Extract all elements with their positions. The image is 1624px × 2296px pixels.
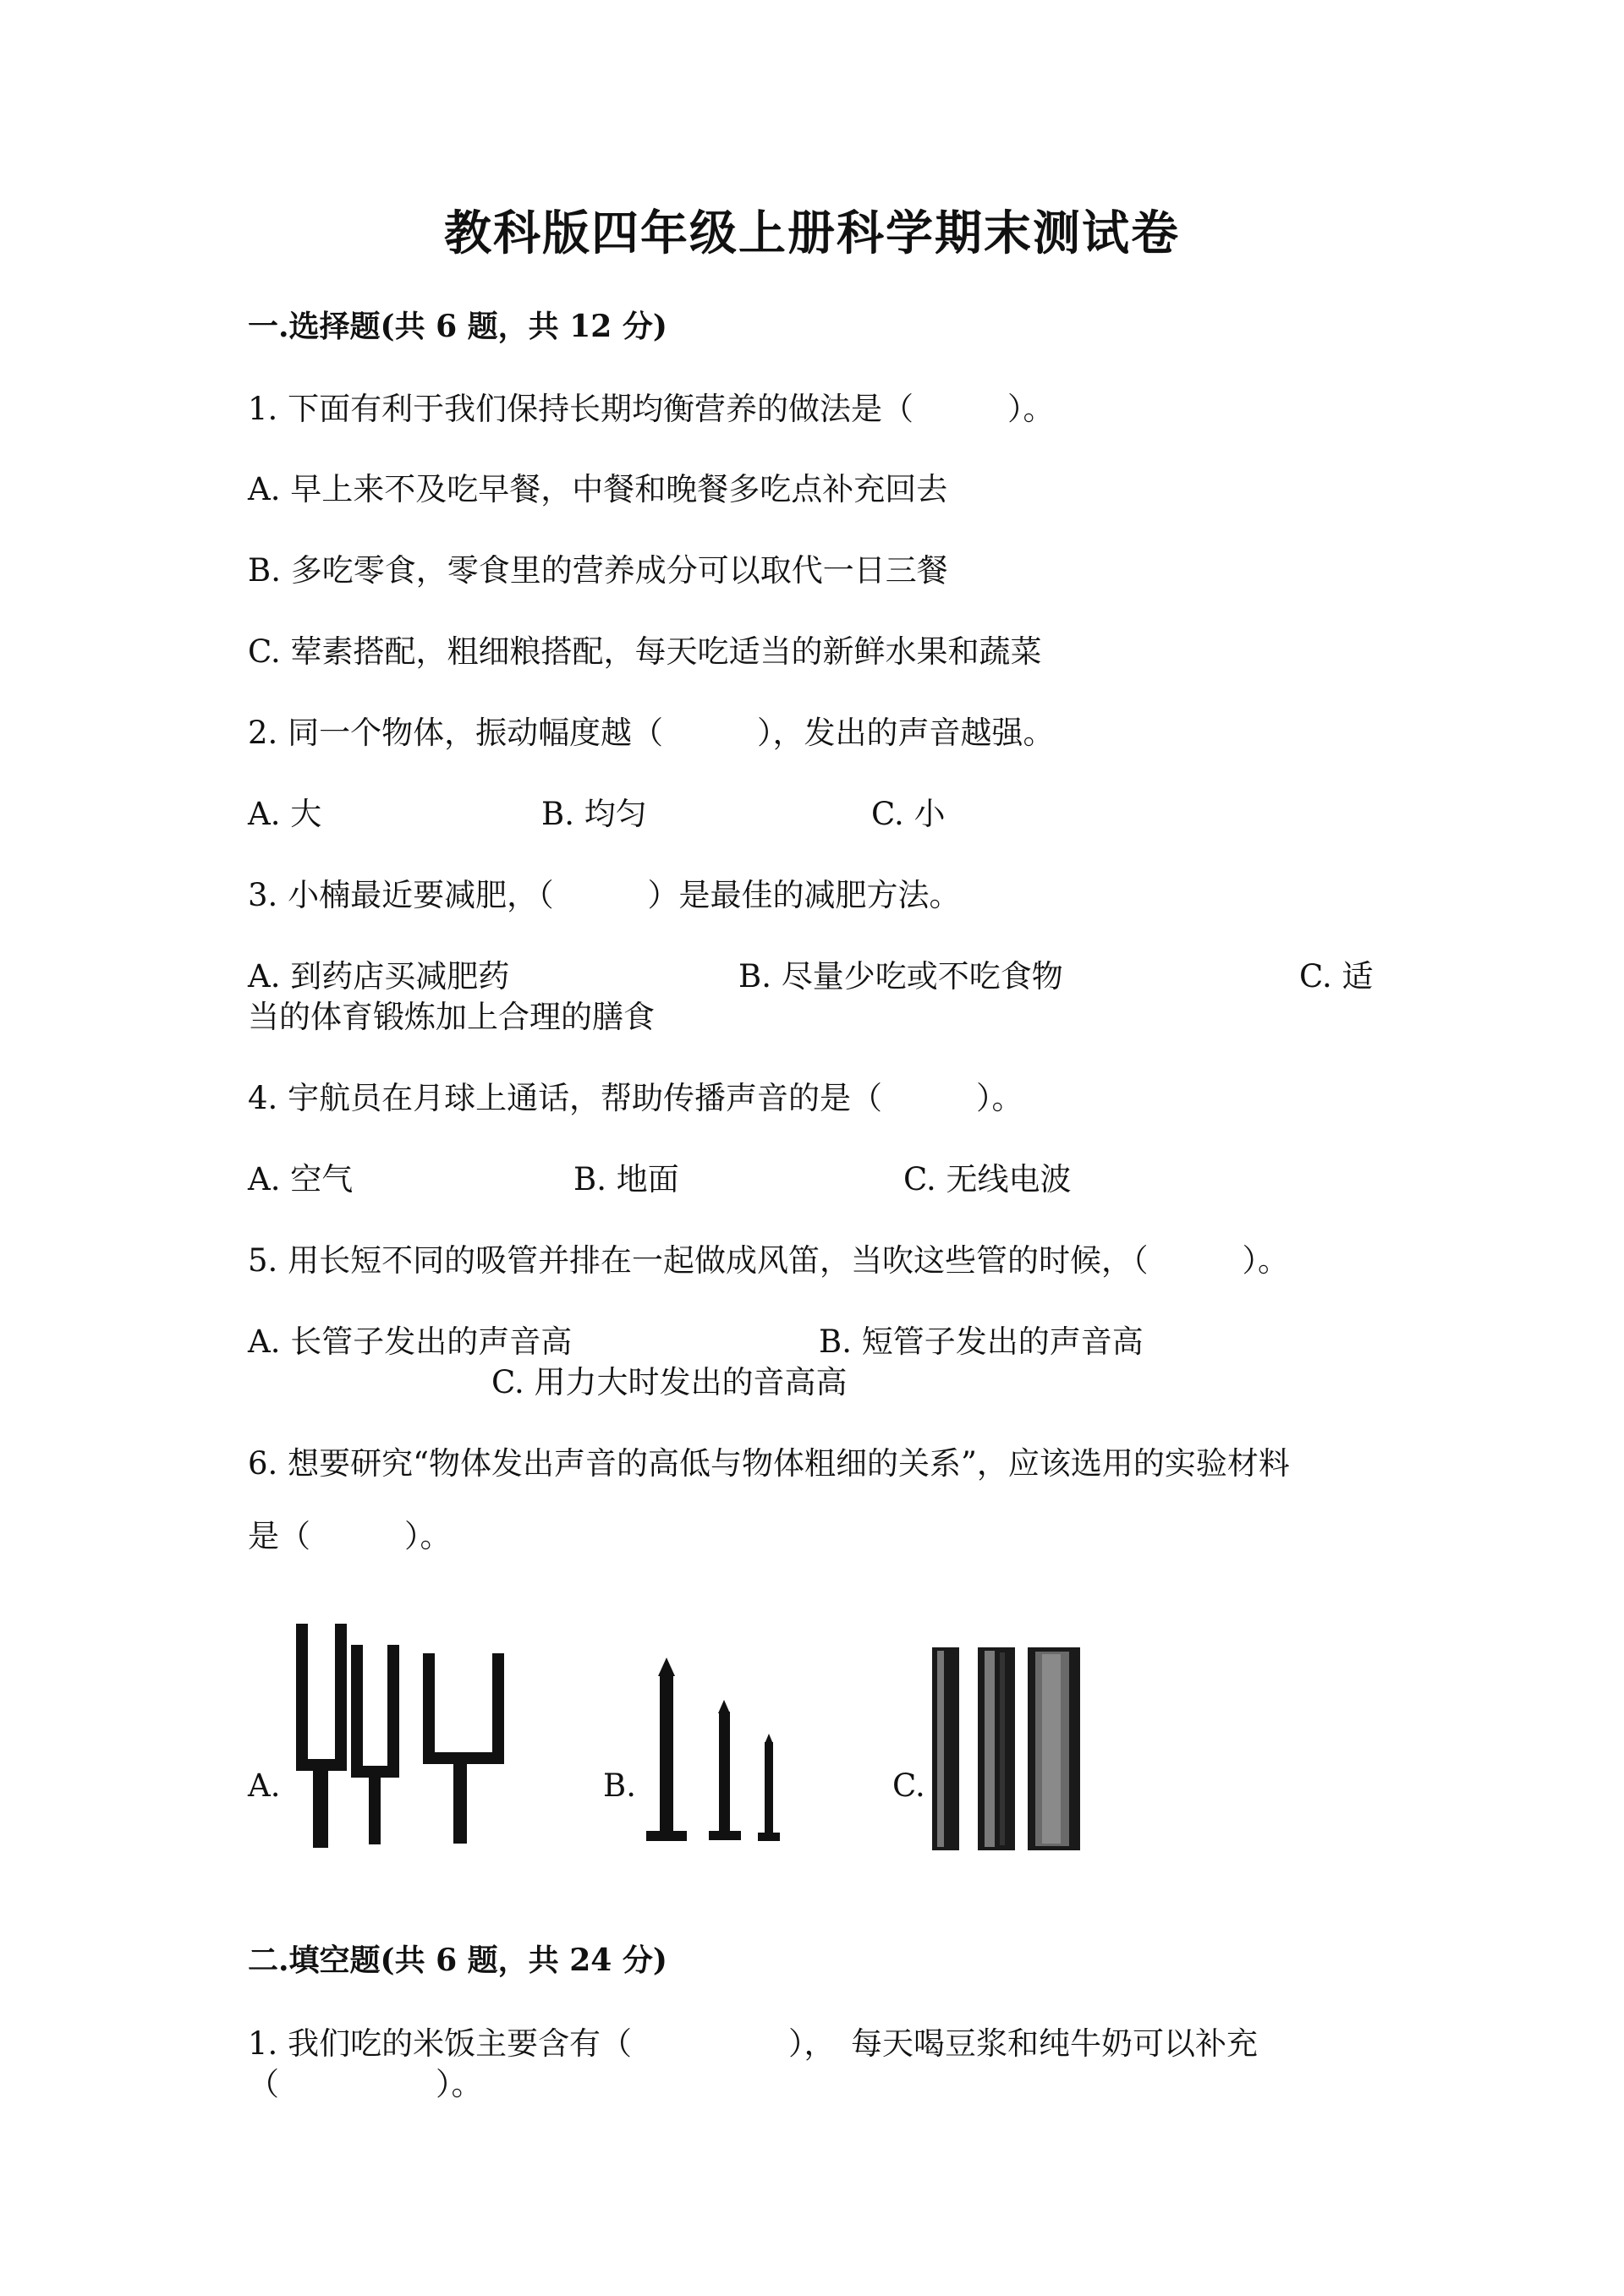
- question-5-option-a: A. 长管子发出的声音高: [248, 1323, 573, 1360]
- question-6-option-c-label: C.: [892, 1767, 925, 1804]
- question-1-stem: 1. 下面有利于我们保持长期均衡营养的做法是（ ）。: [248, 391, 1055, 427]
- question-3-stem: 3. 小楠最近要减肥，（ ）是最佳的减肥方法。: [248, 877, 961, 913]
- question-5-stem: 5. 用长短不同的吸管并排在一起做成风笛，当吹这些管的时候，（ ）。: [248, 1242, 1290, 1279]
- question-6-option-b-label: B.: [603, 1767, 636, 1804]
- question-2-option-b: B. 均匀: [541, 796, 647, 832]
- rod-thin: [932, 1647, 959, 1850]
- fill-question-1-line-2: （ ）。: [248, 2066, 483, 2102]
- page-title: 教科版四年级上册科学期末测试卷: [444, 205, 1180, 261]
- question-4-option-c: C. 无线电波: [903, 1161, 1072, 1197]
- rod-thick: [1028, 1647, 1080, 1850]
- question-4-stem: 4. 宇航员在月球上通话，帮助传播声音的是（ ）。: [248, 1080, 1023, 1116]
- question-6-stem: 6. 想要研究“物体发出声音的高低与物体粗细的关系”，应该选用的实验材料: [248, 1445, 1290, 1482]
- tuning-fork-medium: [351, 1645, 399, 1844]
- nail-medium: [709, 1700, 741, 1840]
- tuning-fork-small: [423, 1653, 504, 1844]
- question-4-option-b: B. 地面: [573, 1161, 679, 1197]
- question-2-option-a: A. 大: [248, 796, 322, 832]
- tuning-fork-large: [296, 1624, 347, 1848]
- question-1-option-c: C. 荤素搭配，粗细粮搭配，每天吃适当的新鲜水果和蔬菜: [248, 633, 1042, 670]
- question-2-stem: 2. 同一个物体，振动幅度越（ ），发出的声音越强。: [248, 715, 1055, 751]
- rods-figure: [930, 1647, 1083, 1850]
- question-5-option-c: C. 用力大时发出的音高高: [491, 1364, 848, 1400]
- tuning-forks-figure: [296, 1624, 508, 1848]
- question-3-option-a: A. 到药店买减肥药: [248, 958, 510, 995]
- question-1-option-b: B. 多吃零食，零食里的营养成分可以取代一日三餐: [248, 552, 948, 589]
- fill-question-1-line-1: 1. 我们吃的米饭主要含有（ ）， 每天喝豆浆和纯牛奶可以补充: [248, 2025, 1259, 2062]
- section-heading-choice: 一.选择题(共 6 题，共 12 分): [248, 309, 667, 344]
- question-2-option-c: C. 小: [871, 796, 946, 832]
- nails-figure: [643, 1658, 791, 1848]
- question-6-stem-cont: 是（ ）。: [248, 1518, 452, 1554]
- nail-large: [646, 1658, 687, 1841]
- question-1-option-a: A. 早上来不及吃早餐，中餐和晚餐多吃点补充回去: [248, 471, 948, 507]
- question-4-option-a: A. 空气: [248, 1161, 354, 1197]
- question-6-option-a-label: A.: [248, 1767, 281, 1804]
- section-heading-fill-in: 二.填空题(共 6 题，共 24 分): [248, 1943, 667, 1978]
- question-3-option-b: B. 尽量少吃或不吃食物: [738, 958, 1063, 995]
- rod-medium: [978, 1647, 1015, 1850]
- question-3-option-c-cont: 当的体育锻炼加上合理的膳食: [248, 999, 655, 1035]
- question-5-option-b: B. 短管子发出的声音高: [819, 1323, 1144, 1360]
- nail-small: [758, 1734, 780, 1841]
- question-3-option-c: C. 适: [1299, 958, 1374, 995]
